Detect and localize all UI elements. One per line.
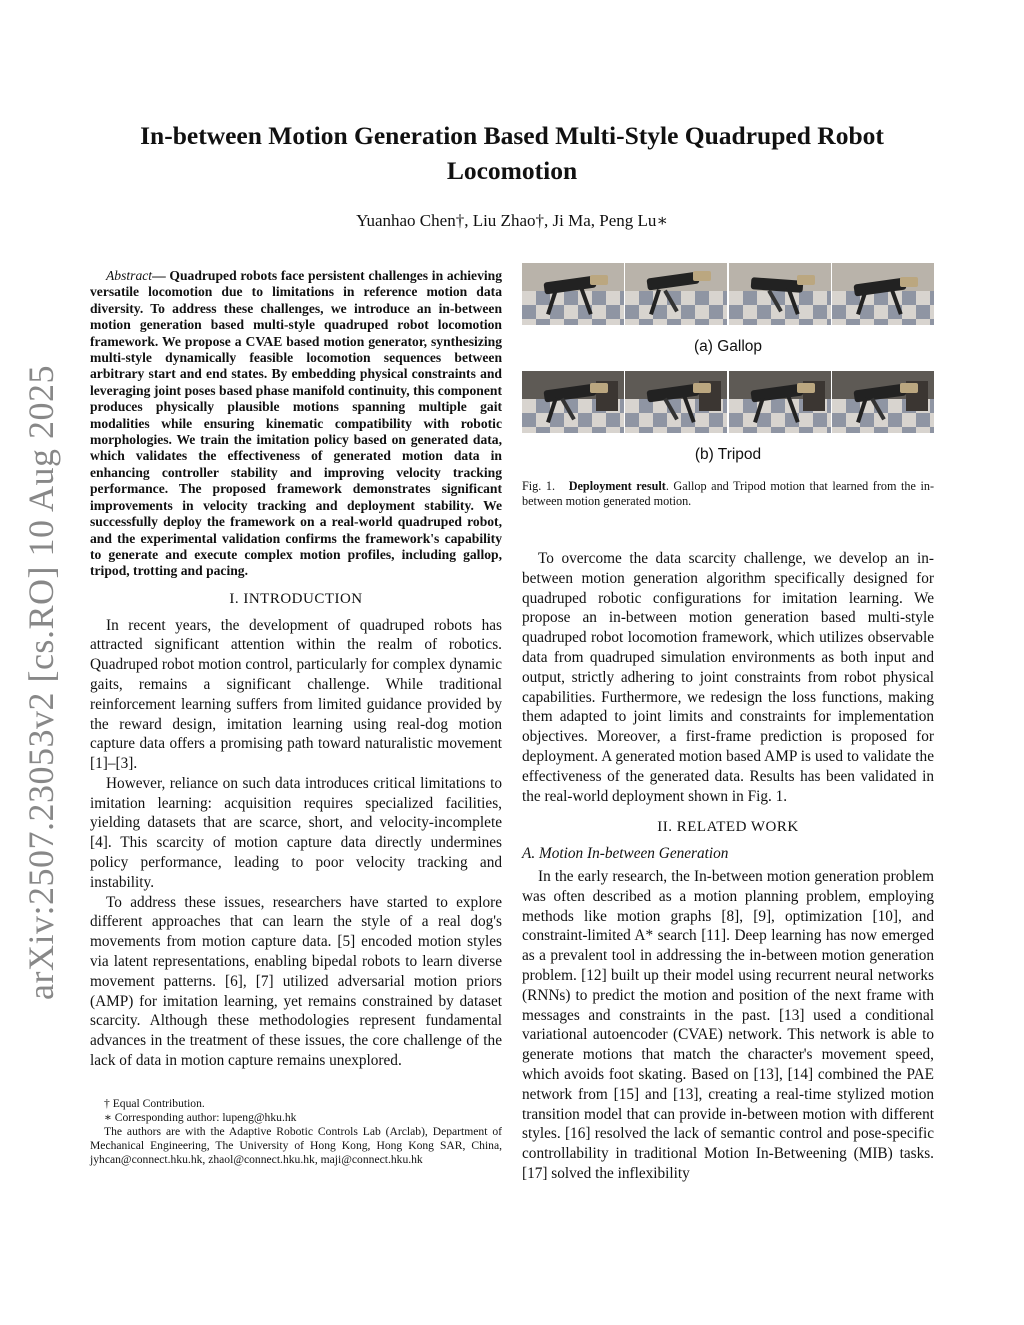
tripod-photo bbox=[832, 371, 934, 433]
abstract bbox=[90, 268, 502, 580]
body-paragraph: In the early research, the In-between motion generation problem was often described as a motion planning problem, employing methods like motion graphs [8], [9], optimization [10], and constraint-limited A* search [11]. Deep learning has now emerged as a prevalent tool in addressing the in-between motion generation problem. [12] built up their model using recurrent neural networks (RNNs) to predict the motion and position of the next frame with messages and constraints in the past. [13] used a conditional variational autoencoder (CVAE) network. This network is able to generate motions that match the character's movement speed, which avoids foot skating. Based on [13], [14] combined the PAE network from [15] and [13], creating a real-time stylized motion transition model that can provide in-between motion with different styles. [16] resolved the lack of semantic control and pose-specific controllability in traditional Motion In-Betweening (MIB) tasks. [17] solved the inflexibility bbox=[522, 867, 934, 1182]
subsection-heading: A. Motion In-between Generation bbox=[522, 845, 729, 863]
figure-label: Fig. 1. bbox=[522, 478, 556, 493]
gallop-photo bbox=[522, 263, 624, 325]
footnotes bbox=[90, 1097, 502, 1167]
body-paragraph: To overcome the data scarcity challenge, we develop an in-between motion generation algorithm specifically designed for quadruped robotic configurations for imitation learning. We propose an in-between motion generation based multi-style quadruped robot locomotion framework, which utilizes observable data from quadruped simulation environments as both input and output, strictly adhering to joint constraints from robot physical capabilities. Furthermore, we redesign the loss functions, making them adapted to joint limits and constraints for implementation objectives. Moreover, a first-frame prediction is proposed for deployment. A generated motion based AMP is used to validate the effectiveness of the generated data. Results has been validated in the real-world deployment shown in Fig. 1. bbox=[522, 550, 934, 805]
footnote-corresponding-author: ∗ Corresponding author: lupeng@hku.hk bbox=[104, 1110, 297, 1124]
footnote-affiliation: The authors are with the Adaptive Robotic Controls Lab (Arclab), Department of Mechanical Engineering, The University of Hong Kong, Hong Kong SAR, China, jyhcan@connect.hku.hk, zhaol@connect.hku.hk, maji@connect.hku.hk bbox=[90, 1124, 502, 1166]
author-list: Yuanhao Chen†, Liu Zhao†, Ji Ma, Peng Lu∗ bbox=[356, 211, 668, 230]
tripod-photo bbox=[522, 371, 624, 433]
arxiv-identifier: arXiv:2507.23053v2 [cs.RO] 10 Aug 2025 bbox=[21, 365, 61, 1000]
tripod-photo bbox=[625, 371, 727, 433]
tripod-photo bbox=[729, 371, 831, 433]
gallop-photo bbox=[625, 263, 727, 325]
figure-caption bbox=[522, 479, 934, 509]
section-heading-introduction: I. INTRODUCTION bbox=[229, 590, 363, 607]
gallop-photo-row bbox=[522, 263, 934, 325]
left-column bbox=[90, 268, 502, 1167]
intro-paragraph: In recent years, the development of quadruped robots has attracted significant attention within the realm of robotics. Quadruped robot motion control, particularly for complex dynamic gaits, remains a significant challenge. While traditional reinforcement learning suffers from limited guidance provided by the reward design, imitation learning using real-dog motion capture data offers a promising path toward naturalistic movement [1]–[3]. bbox=[90, 616, 502, 773]
gallop-photo bbox=[832, 263, 934, 325]
figure-caption-bold: Deployment result bbox=[568, 478, 666, 493]
figure-1 bbox=[522, 263, 934, 509]
paper-title: In-between Motion Generation Based Multi-Style Quadruped Robot Locomotion bbox=[140, 121, 884, 185]
right-column bbox=[522, 268, 934, 1184]
figure-caption-text: . Gallop and Tripod motion that learned from the in-between motion generated motion. bbox=[522, 478, 935, 508]
intro-paragraph: To address these issues, researchers have started to explore different approaches that can learn the style of a real dog's movements from motion capture data. [5] encoded motion styles via latent representations, enabling bipedal robots to learn diverse movement patterns. [6], [7] utilized adversarial motion priors (AMP) for imitation learning, yet remains constrained by dataset scarcity. Although these methodologies represent fundamental advances in the treatment of these issues, the core challenge of the lack of data in motion capture remains unexplored. bbox=[90, 893, 502, 1070]
subfigure-caption-tripod: (b) Tripod bbox=[694, 445, 762, 463]
tripod-photo-row bbox=[522, 371, 934, 433]
gallop-photo bbox=[729, 263, 831, 325]
abstract-label: Abstract bbox=[106, 268, 153, 283]
abstract-text: — Quadruped robots face persistent challenges in achieving versatile locomotion due to limitations in reference motion data diversity. To address these challenges, we introduce an in-between motion generation based multi-style quadruped robot locomotion framework. We propose a CVAE based motion generator, synthesizing multi-style dynamically feasible locomotion sequences between arbitrary start and end states. By embedding physical constraints and leveraging joint poses based phase manifold continuity, this component produces physically plausible motions spanning multiple gait modalities while ensuring kinematic compatibility with robotic morphologies. We train the imitation policy based on generated data, which validates the effectiveness of generated motion data in enhancing controller stability and improving velocity tracking performance. The proposed framework demonstrates significant improvements in velocity tracking and deployment stability. We successfully deploy the framework on a real-world quadruped robot, and the experimental validation confirms the framework's capability to generate and execute complex motion profiles, including gallop, tripod, trotting and pacing. bbox=[90, 268, 502, 579]
footnote-equal-contribution: † Equal Contribution. bbox=[104, 1096, 205, 1110]
section-heading-related-work: II. RELATED WORK bbox=[657, 819, 799, 836]
subfigure-caption-gallop: (a) Gallop bbox=[693, 338, 763, 355]
intro-paragraph: However, reliance on such data introduces critical limitations to imitation learning: acquisition requires specialized facilities, yielding datasets that are scarce, short, and velocity-incomplete [4]. This scarcity of motion capture data directly undermines policy performance, leading to poor velocity tracking and instability. bbox=[90, 774, 502, 891]
